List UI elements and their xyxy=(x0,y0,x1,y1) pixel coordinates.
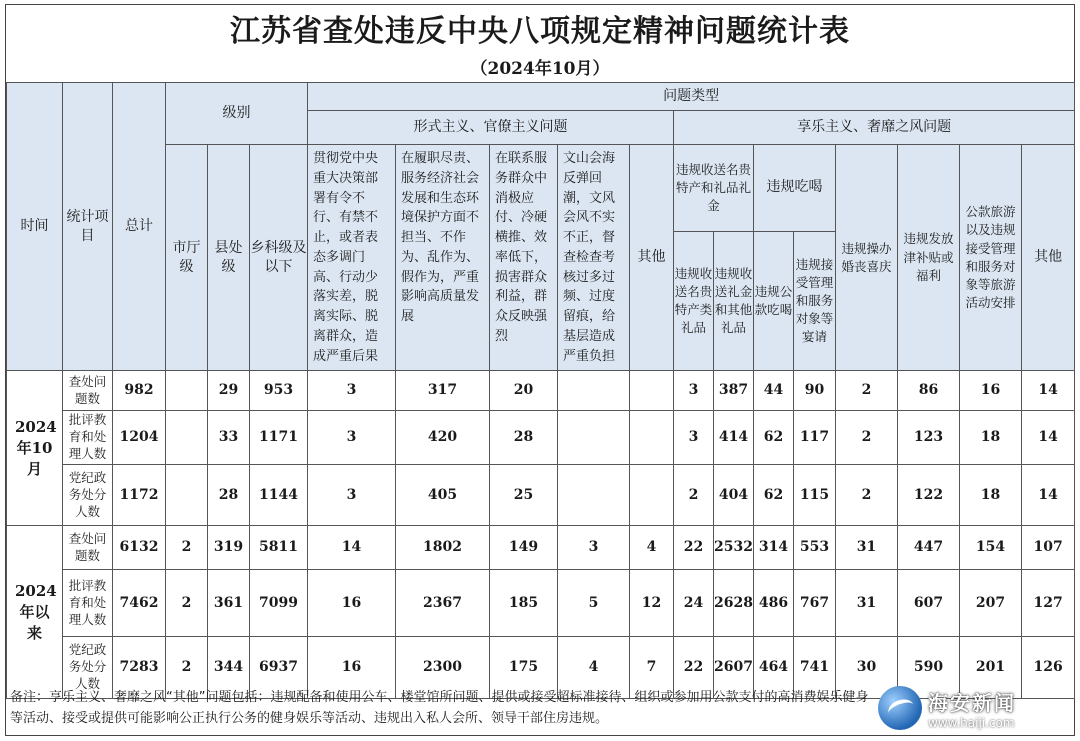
formalism-cell: 3 xyxy=(558,526,630,570)
header-problem-type: 问题类型 xyxy=(308,83,1075,111)
period-label: 2024年以来 xyxy=(7,526,63,699)
header-dining-col: 违规接受管理和服务对象等宴请 xyxy=(794,231,836,370)
header-gift-group: 违规收送名贵特产和礼品礼金 xyxy=(674,145,754,232)
gift-cell: 2532 xyxy=(714,526,754,570)
hedonism-cell: 30 xyxy=(836,637,898,699)
footnote: 备注：享乐主义、奢靡之风“其他”问题包括：违规配备和使用公车、楼堂馆所问题、提供或接受超标准接待、组织或参加用公款支付的高消费娱乐健身等活动、接受或提供可能影响公正执行公务的健身娱乐等活动、违规出入私人会所、领导干部住房违规。 xyxy=(10,690,869,726)
header-level: 级别 xyxy=(166,83,308,145)
row-label: 党纪政务处分人数 xyxy=(63,465,113,526)
hedonism-cell: 31 xyxy=(836,526,898,570)
formalism-cell: 405 xyxy=(396,465,490,526)
table-row xyxy=(7,465,1075,526)
formalism-cell: 1802 xyxy=(396,526,490,570)
hedonism-cell: 16 xyxy=(960,371,1022,411)
header-dining-group: 违规吃喝 xyxy=(754,145,836,232)
header-item: 统计项目 xyxy=(63,83,113,371)
dining-cell: 767 xyxy=(794,570,836,637)
gift-cell: 2628 xyxy=(714,570,754,637)
total-cell: 1172 xyxy=(113,465,166,526)
township-cell: 7099 xyxy=(250,570,308,637)
hedonism-cell: 447 xyxy=(898,526,960,570)
formalism-cell: 28 xyxy=(490,411,558,465)
city-cell: 2 xyxy=(166,526,208,570)
hedonism-cell: 122 xyxy=(898,465,960,526)
hedonism-cell: 31 xyxy=(836,570,898,637)
row-label: 查处问题数 xyxy=(63,371,113,411)
county-cell: 28 xyxy=(208,465,250,526)
gift-cell: 3 xyxy=(674,371,714,411)
hedonism-cell: 607 xyxy=(898,570,960,637)
formalism-cell: 149 xyxy=(490,526,558,570)
formalism-cell: 4 xyxy=(558,637,630,699)
county-cell: 361 xyxy=(208,570,250,637)
dining-cell: 314 xyxy=(754,526,794,570)
gift-cell: 414 xyxy=(714,411,754,465)
table-row xyxy=(7,526,1075,570)
dining-cell: 741 xyxy=(794,637,836,699)
county-cell: 319 xyxy=(208,526,250,570)
city-cell: 2 xyxy=(166,570,208,637)
total-cell: 7283 xyxy=(113,637,166,699)
watermark-url: www.haiji.com xyxy=(928,715,1015,730)
city-cell xyxy=(166,465,208,526)
gift-cell: 387 xyxy=(714,371,754,411)
row-label: 批评教育和处理人数 xyxy=(63,411,113,465)
hedonism-cell: 590 xyxy=(898,637,960,699)
page-title: 江苏省查处违反中央八项规定精神问题统计表 xyxy=(230,14,850,49)
township-cell: 6937 xyxy=(250,637,308,699)
hedonism-cell: 2 xyxy=(836,411,898,465)
county-cell: 344 xyxy=(208,637,250,699)
formalism-cell: 175 xyxy=(490,637,558,699)
header-hedonism-col: 公款旅游以及违规接受管理和服务对象等旅游活动安排 xyxy=(960,145,1022,371)
hedonism-other-cell: 107 xyxy=(1022,526,1075,570)
formalism-cell: 25 xyxy=(490,465,558,526)
hedonism-cell: 123 xyxy=(898,411,960,465)
formalism-other-cell: 12 xyxy=(630,570,674,637)
hedonism-other-cell: 14 xyxy=(1022,465,1075,526)
header-total: 总计 xyxy=(113,83,166,371)
dining-cell: 117 xyxy=(794,411,836,465)
formalism-cell xyxy=(558,411,630,465)
table-row xyxy=(7,570,1075,637)
header-formalism: 形式主义、官僚主义问题 xyxy=(308,111,674,145)
header-hedonism-col: 违规操办婚丧喜庆 xyxy=(836,145,898,371)
county-cell: 33 xyxy=(208,411,250,465)
dining-cell: 44 xyxy=(754,371,794,411)
gift-cell: 24 xyxy=(674,570,714,637)
formalism-other-cell: 7 xyxy=(630,637,674,699)
hedonism-cell: 18 xyxy=(960,411,1022,465)
header-level-township: 乡科级及以下 xyxy=(250,145,308,371)
header-hedonism-col: 违规发放津补贴或福利 xyxy=(898,145,960,371)
row-label: 批评教育和处理人数 xyxy=(63,570,113,637)
dining-cell: 90 xyxy=(794,371,836,411)
gift-cell: 22 xyxy=(674,637,714,699)
dining-cell: 553 xyxy=(794,526,836,570)
dining-cell: 62 xyxy=(754,411,794,465)
header-time: 时间 xyxy=(7,83,63,371)
gift-cell: 404 xyxy=(714,465,754,526)
header-level-city: 市厅级 xyxy=(166,145,208,371)
gift-cell: 3 xyxy=(674,411,714,465)
watermark xyxy=(878,684,1074,732)
township-cell: 953 xyxy=(250,371,308,411)
gift-cell: 2 xyxy=(674,465,714,526)
total-cell: 982 xyxy=(113,371,166,411)
statistics-table xyxy=(6,82,1075,699)
hedonism-cell: 86 xyxy=(898,371,960,411)
formalism-cell: 2300 xyxy=(396,637,490,699)
header-gift-col: 违规收送礼金和其他礼品 xyxy=(714,231,754,370)
dining-cell: 464 xyxy=(754,637,794,699)
total-cell: 6132 xyxy=(113,526,166,570)
county-cell: 29 xyxy=(208,371,250,411)
hedonism-cell: 18 xyxy=(960,465,1022,526)
hedonism-cell: 201 xyxy=(960,637,1022,699)
header-dining-col: 违规公款吃喝 xyxy=(754,231,794,370)
formalism-other-cell: 4 xyxy=(630,526,674,570)
header-formalism-col: 贯彻党中央重大决策部署有令不行、有禁不止，或者表态多调门高、行动少落实差，脱离实际、脱离群众，造成严重后果 xyxy=(308,145,396,371)
header-formalism-other: 其他 xyxy=(630,145,674,371)
period-label: 2024年10月 xyxy=(7,371,63,526)
total-cell: 1204 xyxy=(113,411,166,465)
dining-cell: 62 xyxy=(754,465,794,526)
table-row xyxy=(7,411,1075,465)
city-cell xyxy=(166,411,208,465)
news-logo-icon xyxy=(878,686,922,730)
formalism-cell: 16 xyxy=(308,570,396,637)
header-hedonism: 享乐主义、奢靡之风问题 xyxy=(674,111,1075,145)
hedonism-cell: 2 xyxy=(836,465,898,526)
formalism-cell xyxy=(558,371,630,411)
hedonism-other-cell: 14 xyxy=(1022,411,1075,465)
formalism-cell: 185 xyxy=(490,570,558,637)
formalism-cell: 3 xyxy=(308,371,396,411)
formalism-other-cell xyxy=(630,371,674,411)
dining-cell: 115 xyxy=(794,465,836,526)
formalism-cell: 3 xyxy=(308,411,396,465)
header-formalism-col: 在履职尽责、服务经济社会发展和生态环境保护方面不担当、不作为、乱作为、假作为，严重影响高质量发展 xyxy=(396,145,490,371)
gift-cell: 2607 xyxy=(714,637,754,699)
header-formalism-col: 文山会海反弹回潮，文风会风不实不正，督查检查考核过多过频、过度留痕，给基层造成严重负担 xyxy=(558,145,630,371)
gift-cell: 22 xyxy=(674,526,714,570)
header-gift-col: 违规收送名贵特产类礼品 xyxy=(674,231,714,370)
city-cell: 2 xyxy=(166,637,208,699)
row-label: 党纪政务处分人数 xyxy=(63,637,113,699)
formalism-cell: 2367 xyxy=(396,570,490,637)
formalism-cell: 3 xyxy=(308,465,396,526)
total-cell: 7462 xyxy=(113,570,166,637)
hedonism-other-cell: 126 xyxy=(1022,637,1075,699)
formalism-other-cell xyxy=(630,411,674,465)
formalism-cell: 317 xyxy=(396,371,490,411)
formalism-cell: 20 xyxy=(490,371,558,411)
hedonism-cell: 207 xyxy=(960,570,1022,637)
township-cell: 5811 xyxy=(250,526,308,570)
dining-cell: 486 xyxy=(754,570,794,637)
hedonism-other-cell: 127 xyxy=(1022,570,1075,637)
page-subtitle: （2024年10月） xyxy=(470,59,610,79)
formalism-other-cell xyxy=(630,465,674,526)
watermark-name: 海安新闻 xyxy=(928,690,1016,715)
table-row xyxy=(7,371,1075,411)
header-hedonism-other: 其他 xyxy=(1022,145,1075,371)
hedonism-cell: 154 xyxy=(960,526,1022,570)
formalism-cell xyxy=(558,465,630,526)
township-cell: 1171 xyxy=(250,411,308,465)
row-label: 查处问题数 xyxy=(63,526,113,570)
formalism-cell: 14 xyxy=(308,526,396,570)
header-formalism-col: 在联系服务群众中消极应付、冷硬横推、效率低下，损害群众利益，群众反映强烈 xyxy=(490,145,558,371)
township-cell: 1144 xyxy=(250,465,308,526)
formalism-cell: 5 xyxy=(558,570,630,637)
city-cell xyxy=(166,371,208,411)
formalism-cell: 420 xyxy=(396,411,490,465)
hedonism-other-cell: 14 xyxy=(1022,371,1075,411)
hedonism-cell: 2 xyxy=(836,371,898,411)
header-level-county: 县处级 xyxy=(208,145,250,371)
formalism-cell: 16 xyxy=(308,637,396,699)
